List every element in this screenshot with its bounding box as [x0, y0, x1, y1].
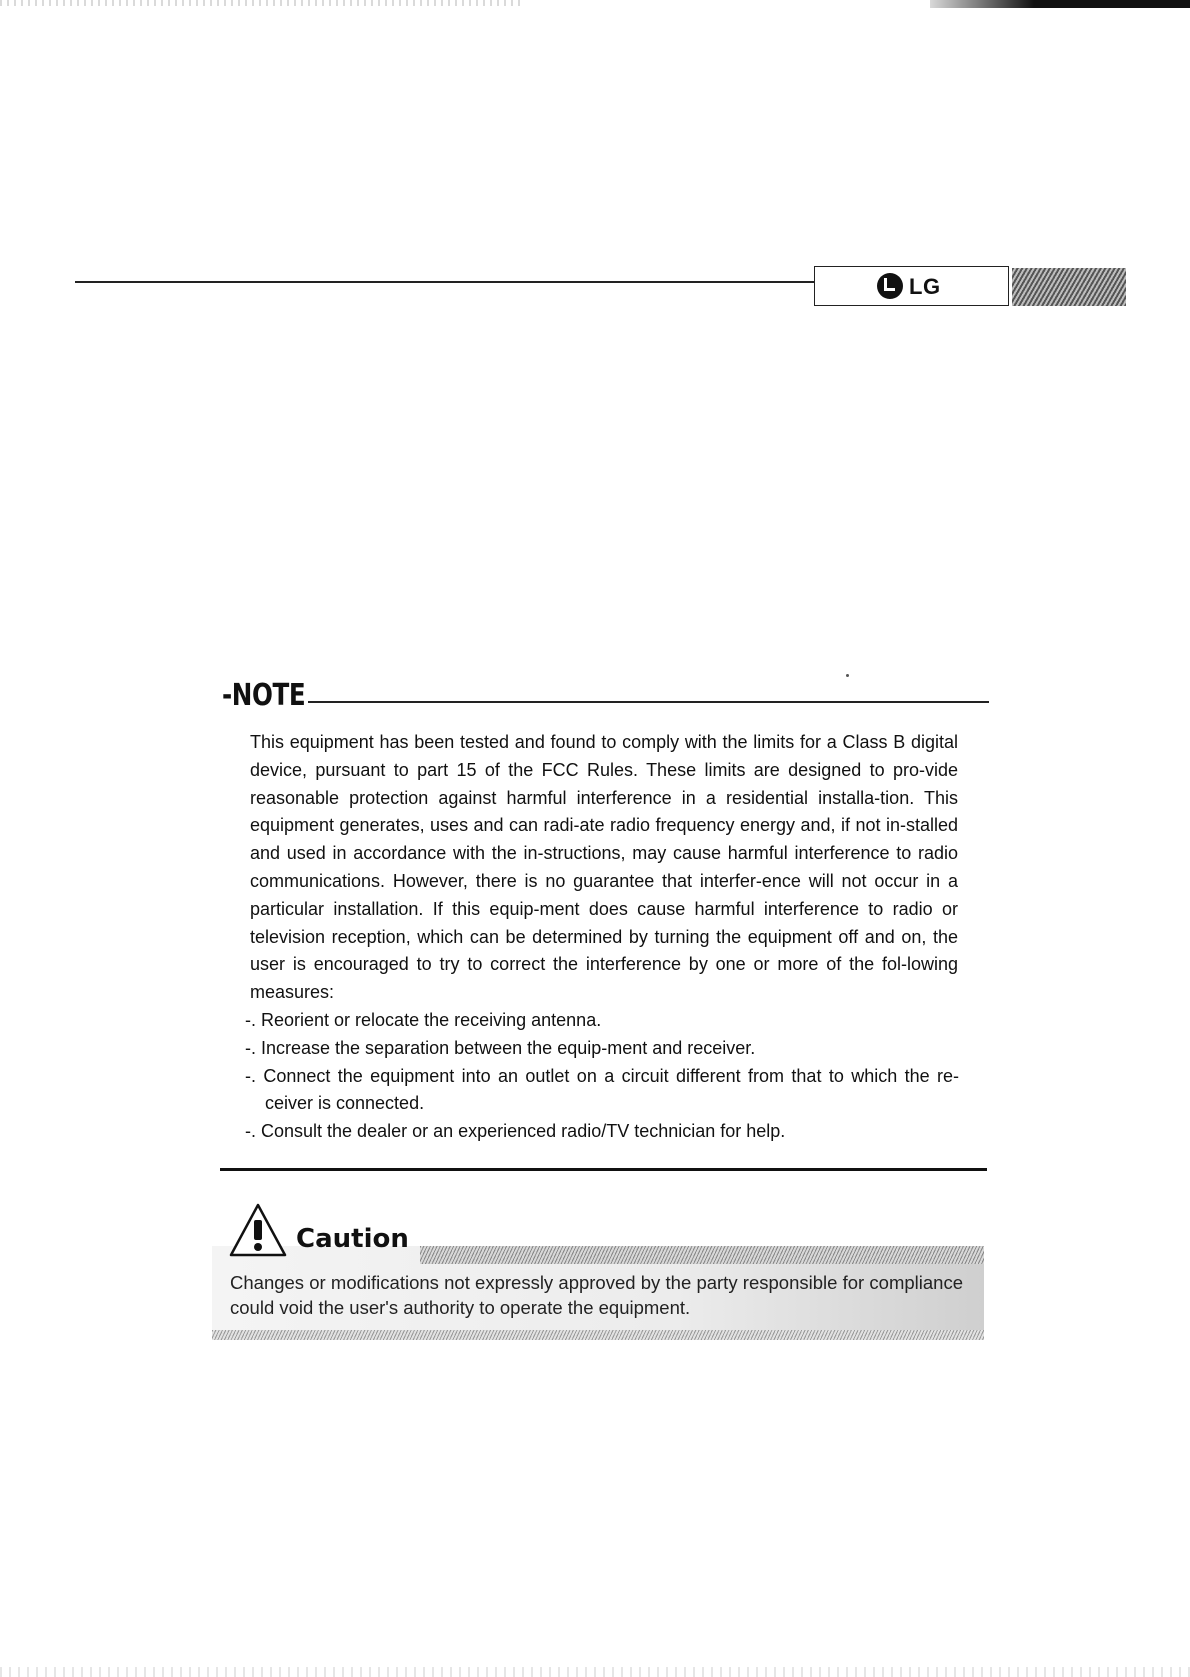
warning-triangle-icon: [228, 1202, 288, 1258]
header-hatch-decoration: [1012, 268, 1126, 306]
scan-speck: [846, 674, 849, 677]
caution-text: Changes or modifications not expressly approved by the party responsible for compliance could void the user's authority to operate the equipment.: [230, 1272, 963, 1318]
list-item: -. Increase the separation between the equip-ment and receiver.: [245, 1037, 756, 1058]
scan-artifact-top: [0, 0, 520, 6]
note-title-rule: [308, 701, 989, 703]
list-item: -. Connect the equipment into an outlet on a circuit different from that to which the re-ceiver is connected.: [245, 1065, 959, 1114]
measures-list: [245, 1007, 959, 1146]
lg-logo-text: LG: [909, 274, 941, 299]
header-rule: [75, 281, 815, 283]
lg-logo-box: [814, 266, 1009, 306]
list-item: -. Consult the dealer or an experienced radio/TV technician for help.: [245, 1121, 786, 1142]
note-title: -NOTE: [222, 678, 306, 713]
scan-artifact-top-right: [930, 0, 1190, 8]
lg-logo-icon: [877, 273, 903, 299]
list-item: -. Reorient or relocate the receiving antenna.: [245, 1010, 602, 1030]
note-body: This equipment has been tested and found to comply with the limits for a Class B digital device, pursuant to part 15 of the FCC Rules. These limits are designed to pro-vide reasonable protection against harmful interference in a residential installa-tion. This equipment generates, uses and can radi-ate radio frequency energy and, if not in-stalled and used in accordance with the in-structions, may cause harmful interference to radio communications. However, there is no guarantee that interfer-ence will not occur in a particular installation. If this equip-ment does cause harmful interference to radio or television reception, which can be determined by turning the equipment off and on, the user is encouraged to try to correct the interference by one or more of the fol-lowing measures:: [250, 732, 958, 1003]
scan-artifact-bottom: [0, 1667, 1190, 1677]
note-bottom-rule: [220, 1168, 987, 1171]
caution-title: Caution: [296, 1224, 409, 1254]
